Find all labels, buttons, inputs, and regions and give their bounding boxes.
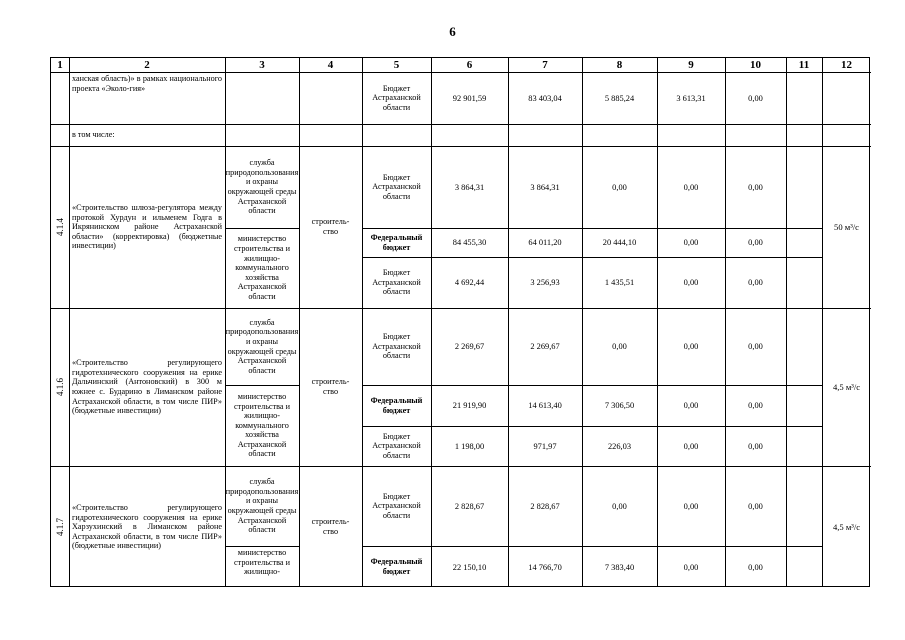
value-cell: 0,00 xyxy=(683,401,699,410)
value-cell: 84 455,30 xyxy=(452,238,487,247)
value-cell: 64 011,20 xyxy=(528,238,562,247)
header-cell: 8 xyxy=(616,59,623,71)
value-cell: 1 198,00 xyxy=(454,441,485,451)
value-cell: 5 885,24 xyxy=(604,93,635,103)
funding-source-cell: Бюджет Астраханской области xyxy=(372,268,421,297)
funding-source-cell: Федеральный бюджет xyxy=(370,395,423,415)
header-cell: 4 xyxy=(327,59,334,71)
funding-source-cell: Федеральный бюджет xyxy=(370,557,423,576)
category-cell: строитель-ство xyxy=(311,217,350,236)
project-name-cell: «Строительство регулирующего гидротехнического сооружения на ерике Харзухинский в Лиманском районе Астраханской области, в том числе ПИР» (бюджетные инвестиции) xyxy=(72,503,222,551)
executor-cell: служба природопользования и охраны окружающей среды Астраханской области xyxy=(225,158,299,216)
value-cell: 3 613,31 xyxy=(676,93,706,103)
budget-table xyxy=(50,57,870,587)
value-cell: 22 150,10 xyxy=(452,562,487,572)
capacity-cell: 4,5 м³/с xyxy=(832,522,861,532)
funding-source-cell: Бюджет Астраханской области xyxy=(372,431,421,460)
funding-source-cell: Бюджет Астраханской области xyxy=(372,491,421,520)
value-cell: 2 828,67 xyxy=(530,501,560,511)
value-cell: 4 692,44 xyxy=(454,278,485,287)
header-cell: 11 xyxy=(798,59,810,71)
value-cell: 0,00 xyxy=(683,342,699,351)
executor-cell: министерство строительства и жилищно-коммунального хозяйства Астраханской области xyxy=(234,234,290,301)
funding-source-cell: Бюджет Астраханской области xyxy=(372,172,421,201)
value-cell: 20 444,10 xyxy=(602,238,637,247)
value-cell: 14 766,70 xyxy=(528,562,562,572)
capacity-cell: 4,5 м³/с xyxy=(832,382,861,392)
project-name-cell: ханская область)» в рамках национального проекта «Эколо-гия» xyxy=(72,74,222,93)
including-label: в том числе: xyxy=(72,130,115,140)
value-cell: 21 919,90 xyxy=(452,401,487,410)
value-cell: 0,00 xyxy=(748,238,763,247)
value-cell: 0,00 xyxy=(612,342,627,351)
project-name-cell: «Строительство шлюза-регулятора между протокой Хурдун и ильменем Годга в Икрянинском районе Астраханской области» (корректировка) (бюджетные инвестиции) xyxy=(72,203,222,251)
header-cell: 1 xyxy=(57,59,63,71)
value-cell: 2 828,67 xyxy=(454,501,485,511)
table-frame xyxy=(50,57,870,587)
value-cell: 7 306,50 xyxy=(604,401,635,410)
funding-source-cell: Федеральный бюджет xyxy=(370,232,423,252)
value-cell: 1 435,51 xyxy=(604,278,635,287)
value-cell: 2 269,67 xyxy=(454,342,485,351)
value-cell: 0,00 xyxy=(683,501,699,511)
value-cell: 2 269,67 xyxy=(530,342,560,351)
value-cell: 0,00 xyxy=(612,501,627,511)
value-cell: 0,00 xyxy=(748,182,763,192)
value-cell: 3 256,93 xyxy=(530,278,560,287)
value-cell: 83 403,04 xyxy=(528,93,562,103)
header-cell: 5 xyxy=(393,59,400,71)
value-cell: 0,00 xyxy=(683,238,699,247)
project-index: 4.1.4 xyxy=(55,218,65,236)
value-cell: 0,00 xyxy=(748,93,763,103)
capacity-cell: 50 м³/с xyxy=(834,222,859,232)
value-cell: 3 864,31 xyxy=(454,182,485,192)
header-cell: 2 xyxy=(144,59,150,71)
value-cell: 0,00 xyxy=(748,562,763,572)
executor-cell: министерство строительства и жилищно-коммунального хозяйства Астраханской области xyxy=(234,391,290,459)
value-cell: 0,00 xyxy=(748,441,763,451)
header-cell: 9 xyxy=(688,59,694,71)
header-cell: 12 xyxy=(841,59,852,71)
executor-cell: министерство строительства и жилищно- xyxy=(234,548,290,577)
funding-source-cell: Бюджет Астраханской области xyxy=(372,332,421,361)
header-cell: 7 xyxy=(542,59,548,71)
executor-cell: служба природопользования и охраны окружающей среды Астраханской области xyxy=(225,477,299,535)
value-cell: 0,00 xyxy=(748,501,763,511)
grid-line xyxy=(786,58,787,586)
value-cell: 0,00 xyxy=(748,278,763,287)
project-name-cell: «Строительство регулирующего гидротехнического сооружения на ерике Дальчинский (Антоновский) в 300 м южнее с. Бударино в Лиманском районе Астраханской области, в том числе ПИР» (бюджетные инвестиции) xyxy=(72,358,222,416)
executor-cell: служба природопользования и охраны окружающей среды Астраханской области xyxy=(225,317,299,375)
value-cell: 7 383,40 xyxy=(604,562,635,572)
value-cell: 0,00 xyxy=(683,182,699,192)
project-index: 4.1.6 xyxy=(55,378,65,396)
category-cell: строитель-ство xyxy=(311,377,350,396)
header-cell: 6 xyxy=(466,59,473,71)
value-cell: 0,00 xyxy=(683,278,699,287)
value-cell: 0,00 xyxy=(748,401,763,410)
value-cell: 92 901,59 xyxy=(452,93,487,103)
value-cell: 14 613,40 xyxy=(528,401,562,410)
value-cell: 971,97 xyxy=(533,441,557,451)
value-cell: 3 864,31 xyxy=(530,182,560,192)
page-number: 6 xyxy=(449,24,456,39)
header-cell: 10 xyxy=(750,59,761,71)
value-cell: 226,03 xyxy=(607,441,632,451)
value-cell: 0,00 xyxy=(612,182,627,192)
value-cell: 0,00 xyxy=(683,441,699,451)
value-cell: 0,00 xyxy=(748,342,763,351)
funding-source-cell: Бюджет Астраханской области xyxy=(372,83,421,112)
header-cell: 3 xyxy=(259,59,265,71)
project-index: 4.1.7 xyxy=(55,518,65,536)
category-cell: строитель-ство xyxy=(311,517,350,536)
value-cell: 0,00 xyxy=(683,562,699,572)
